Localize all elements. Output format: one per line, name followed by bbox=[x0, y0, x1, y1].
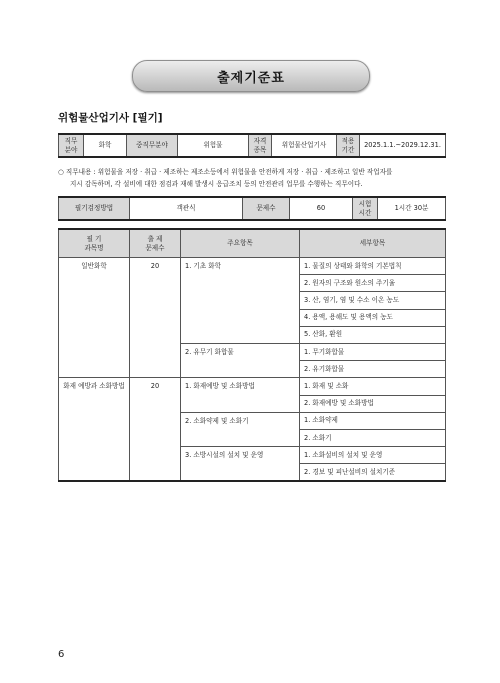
main-item: 1. 기초 화학 bbox=[181, 258, 300, 344]
question-count-label: 문제수 bbox=[243, 197, 290, 220]
detail-item: 1. 무기화합물 bbox=[300, 343, 446, 360]
job-description-line: 지시 감독하며, 각 설비에 대한 점검과 재해 발생시 응급조치 등의 안전관리 업무를 수행하는 직무이다. bbox=[70, 180, 363, 188]
table-row bbox=[59, 258, 446, 275]
subject-question-count: 20 bbox=[130, 258, 181, 378]
detail-item: 4. 용액, 용해도 및 용액의 농도 bbox=[300, 309, 446, 326]
main-item: 1. 화재예방 및 소화방법 bbox=[181, 378, 300, 412]
exam-criteria-table bbox=[58, 228, 446, 482]
job-field-value: 화학 bbox=[84, 134, 127, 157]
main-item: 2. 유무기 화합물 bbox=[181, 343, 300, 377]
section-banner: 출제기준표 bbox=[132, 60, 370, 92]
job-description bbox=[58, 166, 446, 190]
column-header: 필 기 과목명 bbox=[59, 229, 130, 258]
detail-item: 1. 소화설비의 설치 및 운영 bbox=[300, 447, 446, 464]
period-value: 2025.1.1.~2029.12.31. bbox=[360, 134, 446, 157]
certificate-value: 위험물산업기사 bbox=[272, 134, 337, 157]
detail-item: 2. 경보 및 피난설비의 설치기준 bbox=[300, 464, 446, 482]
exam-time-value: 1시간 30분 bbox=[378, 197, 446, 220]
exam-method-label: 필기검정방법 bbox=[59, 197, 130, 220]
detail-item: 2. 소화기 bbox=[300, 429, 446, 446]
subject-question-count: 20 bbox=[130, 378, 181, 482]
question-count-value: 60 bbox=[290, 197, 353, 220]
detail-item: 1. 물질의 상태와 화학의 기본법칙 bbox=[300, 258, 446, 275]
detail-item: 5. 산화, 환원 bbox=[300, 326, 446, 343]
qualification-info-table bbox=[58, 133, 446, 158]
detail-item: 2. 유기화합물 bbox=[300, 361, 446, 378]
subject-name: 일반화학 bbox=[59, 258, 130, 378]
exam-subtitle: 위험물산업기사 [필기] bbox=[58, 112, 163, 124]
exam-method-table bbox=[58, 196, 446, 221]
column-header: 출 제 문제수 bbox=[130, 229, 181, 258]
table-row bbox=[59, 378, 446, 395]
detail-item: 3. 산, 염기, 염 및 수소 이온 농도 bbox=[300, 292, 446, 309]
job-field-label: 직무 분야 bbox=[59, 134, 84, 157]
detail-item: 1. 소화약제 bbox=[300, 412, 446, 429]
column-header: 주요항목 bbox=[181, 229, 300, 258]
mid-job-field-label: 중직무분야 bbox=[127, 134, 178, 157]
page-number: 6 bbox=[58, 649, 65, 660]
detail-item: 2. 화재예방 및 소화방법 bbox=[300, 395, 446, 412]
certificate-label: 자격 종목 bbox=[249, 134, 272, 157]
detail-item: 2. 원자의 구조와 원소의 주기율 bbox=[300, 275, 446, 292]
main-item: 2. 소화약제 및 소화기 bbox=[181, 412, 300, 446]
exam-method-value: 객관식 bbox=[130, 197, 243, 220]
detail-item: 1. 화재 및 소화 bbox=[300, 378, 446, 395]
job-description-line: ○ 직무내용 : 위험물을 저장 · 취급 · 제조하는 제조소등에서 위험물을 안전하게 저장 · 취급 · 제조하고 일반 작업자를 bbox=[58, 168, 393, 176]
mid-job-field-value: 위험물 bbox=[178, 134, 249, 157]
column-header: 세부항목 bbox=[300, 229, 446, 258]
main-item: 3. 소방시설의 설치 및 운영 bbox=[181, 447, 300, 482]
period-label: 적용 기간 bbox=[337, 134, 360, 157]
exam-time-label: 시험 시간 bbox=[353, 197, 378, 220]
subject-name: 화재 예방과 소화방법 bbox=[59, 378, 130, 482]
